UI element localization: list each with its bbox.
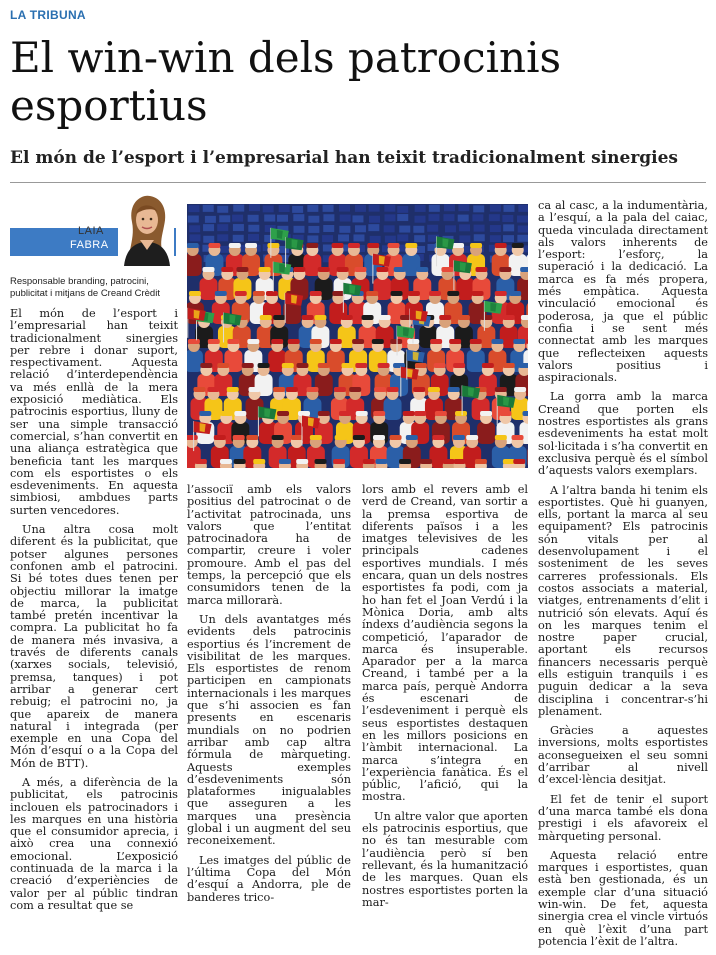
- article-photo: [187, 204, 528, 468]
- column-2: [187, 484, 351, 911]
- paragraph: A més, a diferència de la publicitat, els patrocinis inclouen els patrocinadors i les marques en una història que el consumidor aprecia, i això crea una connexió emocional. L’exposició continuada de la marca i la creació d’experiències de valor per al públic tindran com a resultat que se: [10, 777, 178, 912]
- column-1: [10, 308, 178, 919]
- header-divider: [10, 182, 706, 183]
- column-4: [538, 200, 708, 955]
- author-first-name: LAIA: [78, 225, 104, 237]
- author-role: Responsable branding, patrocini, publicitat i mitjans de Creand Crèdit: [10, 276, 178, 300]
- section-tag: LA TRIBUNA: [10, 8, 86, 22]
- paragraph: Gràcies a aquestes inversions, molts esportistes aconsegueixen el seu somni d’arribar al nivell d’excel·lència desitjat.: [538, 725, 708, 786]
- paragraph: El fet de tenir el suport d’una marca també els dona prestigi i els afavoreix el màrqueting personal.: [538, 794, 708, 843]
- article-title: El win-win dels patrocinis esportius: [10, 34, 700, 130]
- paragraph: l’associï amb els valors positius del patrocinat o de l’activitat patrocinada, uns valors que l’entitat patrocinadora ha de compartir, creure i voler promoure. Amb el pas del temps, la percepció que els consumidors tenen de la marca millorarà.: [187, 484, 351, 607]
- paragraph: Un altre valor que aporten els patrocinis esportius, que no és tan mesurable com l’audiència però sí ben rellevant, és la humanització de les marques. Quan els nostres esportistes porten la mar-: [362, 811, 528, 909]
- paragraph: Les imatges del públic de l’última Copa del Món d’esquí a Andorra, ple de banderes trico-: [187, 855, 351, 904]
- article-subtitle: El món de l’esport i l’empresarial han teixit tradicionalment sinergies: [10, 147, 710, 169]
- paragraph: El món de l’esport i l’empresarial han teixit tradicionalment sinergies per rebre i donar suport, respectivament. Aquesta relació d’interdependència va més enllà de la mera exposició mediàtica. Els patrocinis esportius, lluny de ser una simple transacció comercial, s’han convertit en una aliança estratègica que beneficia tant les marques com els esportistes o els esdeveniments. En aquesta simbiosi, ambdues parts surten vencedores.: [10, 308, 178, 517]
- paragraph: Aquesta relació entre marques i esportistes, quan està ben gestionada, és un exemple clar d’una situació win-win. De fet, aquesta sinergia crea el vincle virtuós en què l’èxit d’una part potencia l’èxit de l’altra.: [538, 850, 708, 948]
- author-last-name: FABRA: [70, 239, 109, 251]
- column-3: [362, 484, 528, 916]
- paragraph: A l’altra banda hi tenim els esportistes. Què hi guanyen, ells, portant la marca al seu equipament? Els patrocinis són vitals per al desenvolupament i el sosteniment de les seves carreres professionals. Els costos associats a material, viatges, entrenaments d’elit i nutrició són elevats. Aquí és on les marques tenim el nostre paper crucial, aportant els recursos financers necessaris perquè ells estiguin tranquils i es puguin dedicar a la seva disciplina i concentrar-s’hi plenament.: [538, 485, 708, 719]
- paragraph: Un dels avantatges més evidents dels patrocinis esportius és l’increment de visibilitat de les marques. Els esportistes de renom participen en campionats internacionals i les marques que s’hi associen es fan presents en escenaris mundials on no podrien arribar amb cap altra fórmula de màrqueting. Aquests exemples d’esdeveniments són plataformes inigualables que asseguren a les marques una presència global i un augment del seu reconeixement.: [187, 614, 351, 848]
- author-avatar: [118, 192, 174, 266]
- paragraph: Una altra cosa molt diferent és la publicitat, que potser algunes persones confonen amb el patrocini. Si bé totes dues tenen per objectiu millorar la imatge de marca, la publicitat també pretén incentivar la compra. La publicitat ho fa de manera més invasiva, a través de diferents canals (xarxes socials, televisió, premsa, tanques) i pot arribar a generar cert rebuig; el patrocini no, ja que apareix de manera natural i integrada (per exemple en una Copa del Món d’esquí o a la Copa del Món de BTT).: [10, 524, 178, 770]
- paragraph: La gorra amb la marca Creand que porten els nostres esportistes als grans esdeveniments ha estat molt sol·licitada i s’ha convertit en exclusiva perquè és el símbol d’aquests valors exemplars.: [538, 391, 708, 477]
- paragraph: lors amb el revers amb el verd de Creand, van sortir a la premsa esportiva de diferents països i a les imatges televisives de les principals cadenes esportives mundials. I més encara, quan un dels nostres esportistes fa podi, com ja ho han fet el Joan Verdú i la Mònica Doria, amb alts índexs d’audiència segons la competició, l’aparador de marca és insuperable. Aparador per a la marca Creand, i també per a la marca país, perquè Andorra és escenari de l’esdeveniment i perquè els seus esportistes destaquen en les millors posicions en l’àmbit internacional. La marca s’integra en l’experiència fanàtica. És el públic, l’afició, qui la mostra.: [362, 484, 528, 804]
- paragraph: ca al casc, a la indumentària, a l’esquí, a la pala del caiac, queda vinculada directament als valors inherents de l’esport: l’esforç, la superació i la dedicació. La marca es fa més propera, més empàtica. Aquesta vinculació emocional és poderosa, ja que el públic confia i se sent més connectat amb les marques que reflecteixen aquests valors positius i aspiracionals.: [538, 200, 708, 384]
- author-box: [10, 192, 176, 266]
